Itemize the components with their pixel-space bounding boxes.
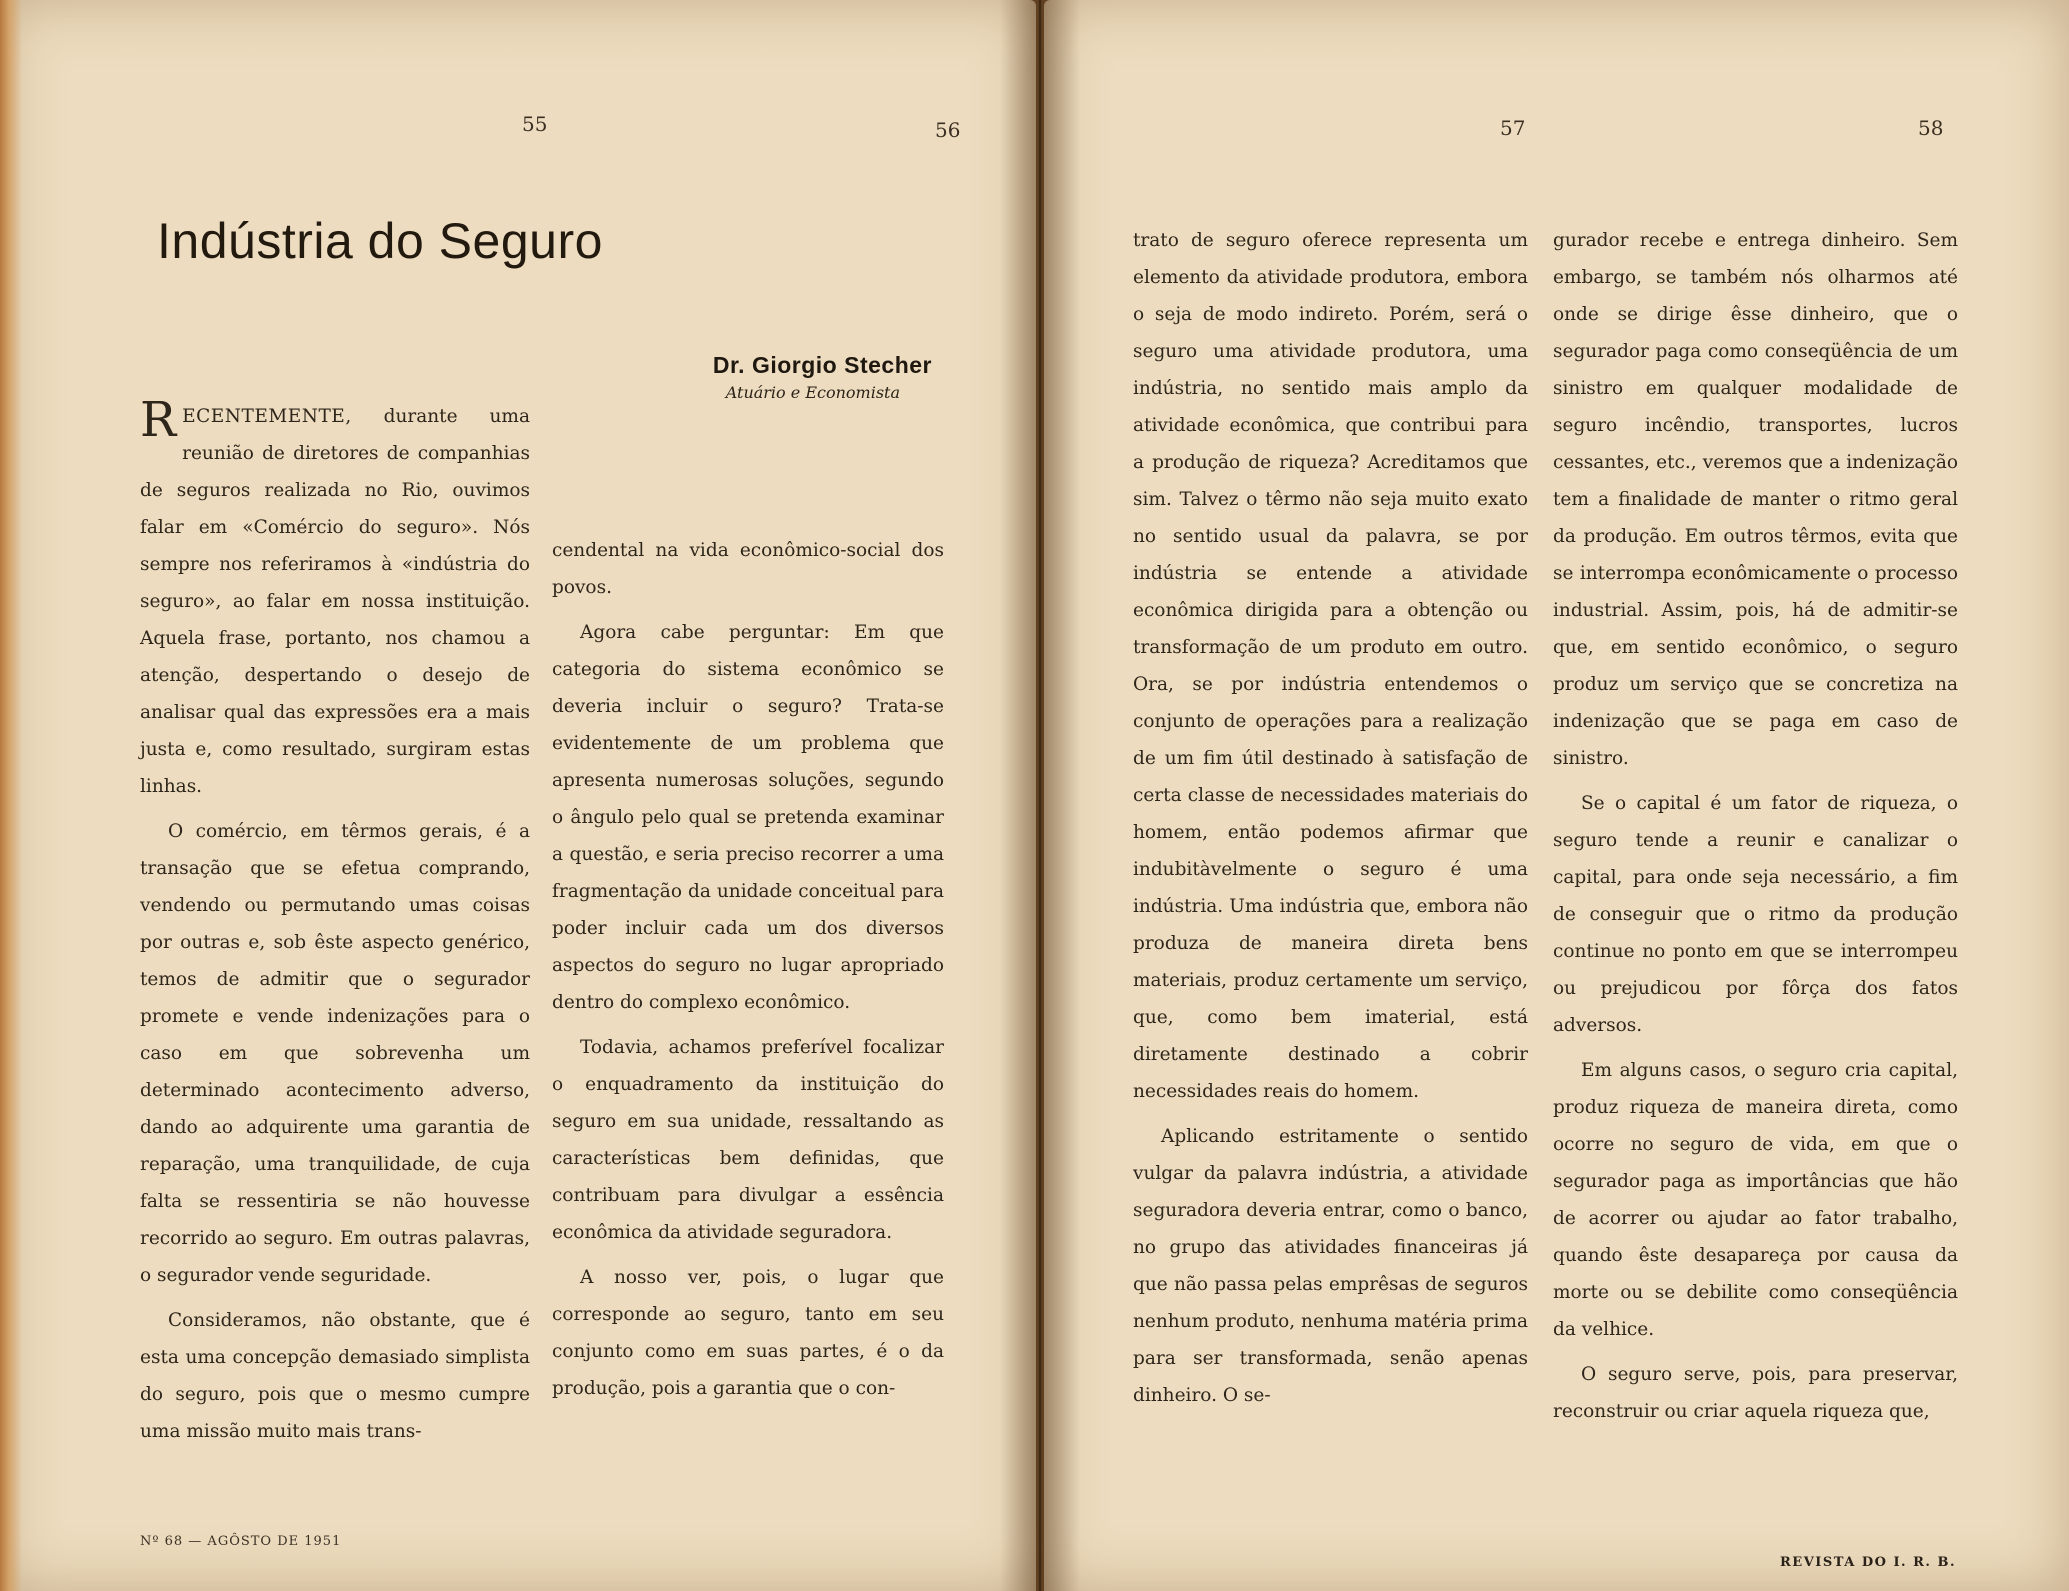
page-number-55: 55 — [522, 112, 548, 136]
lead-word: ECENTEMENTE, — [182, 406, 352, 427]
page-number-58: 58 — [1918, 116, 1944, 140]
column-1 — [140, 392, 530, 1458]
journal-footer: REVISTA DO I. R. B. — [1780, 1555, 1956, 1570]
paragraph: Consideramos, não obstante, que é esta uma concepção demasiado simplista do seguro, pois que o mesmo cumpre uma missão muito mais trans- — [140, 1310, 530, 1442]
book-spine — [1000, 0, 1080, 1591]
paragraph: O seguro serve, pois, para preservar, reconstruir ou criar aquela riqueza que, — [1553, 1364, 1958, 1422]
column-2 — [552, 532, 944, 1415]
paragraph: cendental na vida econômico-social dos povos. — [552, 540, 944, 598]
column-3 — [1133, 222, 1528, 1422]
column-4 — [1553, 222, 1958, 1438]
drop-cap: R — [140, 392, 177, 448]
paragraph — [140, 392, 530, 805]
paragraph: O comércio, em têrmos gerais, é a transação que se efetua comprando, vendendo ou permutando umas coisas por outras e, sob êste aspecto genérico, temos de admitir que o segurador promete e vende indenizações para o caso em que sobrevenha um determinado acontecimento adverso, dando ao adquirente uma garantia de reparação, uma tranquilidade, de cuja falta se ressentiria se não houvesse recorrido ao seguro. Em outras palavras, o segurador vende seguridade. — [140, 821, 530, 1286]
article-title: Indústria do Seguro — [157, 213, 603, 269]
author-block — [600, 352, 932, 402]
page-edge — [0, 0, 22, 1591]
paragraph: Aplicando estritamente o sentido vulgar da palavra indústria, a atividade seguradora deveria entrar, como o banco, no grupo das atividades financeiras já que não passa pelas emprêsas de seguros nenhum produto, nenhuma matéria prima para ser transformada, senão apenas dinheiro. O se- — [1133, 1126, 1528, 1406]
paragraph: Se o capital é um fator de riqueza, o seguro tende a reunir e canalizar o capital, para onde seja necessário, a fim de conseguir que o ritmo da produção continue no ponto em que se interrompeu ou prejudicou por fôrça dos fatos adversos. — [1553, 793, 1958, 1036]
paragraph: Em alguns casos, o seguro cria capital, produz riqueza de maneira direta, como ocorre no seguro de vida, em que o segurador paga as importâncias que hão de acorrer ou ajudar ao fator trabalho, quando êste desapareça por causa da morte ou se debilite como conseqüência da velhice. — [1553, 1060, 1958, 1340]
paragraph: Todavia, achamos preferível focalizar o enquadramento da instituição do seguro em sua unidade, ressaltando as características bem definidas, que contribuam para divulgar a essência econômica da atividade seguradora. — [552, 1037, 944, 1243]
page-number-56: 56 — [935, 118, 961, 142]
page-number-57: 57 — [1500, 116, 1526, 140]
paragraph: Agora cabe perguntar: Em que categoria do sistema econômico se deveria incluir o seguro? Trata-se evidentemente de um problema que apresenta numerosas soluções, segundo o ângulo pelo qual se pretenda examinar a questão, e seria preciso recorrer a uma fragmentação da unidade conceitual para poder incluir cada um dos diversos aspectos do seguro no lugar apropriado dentro do complexo econômico. — [552, 622, 944, 1013]
issue-footer: Nº 68 — AGÔSTO DE 1951 — [140, 1534, 342, 1549]
author-name: Dr. Giorgio Stecher — [712, 352, 932, 378]
author-role: Atuário e Economista — [725, 383, 900, 402]
paragraph: gurador recebe e entrega dinheiro. Sem embargo, se também nós olharmos até onde se dirige êsse dinheiro, que o segurador paga como conseqüência de um sinistro em qualquer modalidade de seguro incêndio, transportes, lucros cessantes, etc., veremos que a indenização tem a finalidade de manter o ritmo geral da produção. Em outros têrmos, evita que se interrompa econômicamente o processo industrial. Assim, pois, há de admitir-se que, em sentido econômico, o seguro produz um serviço que se concretiza na indenização que se paga em caso de sinistro. — [1553, 230, 1958, 769]
paragraph: trato de seguro oferece representa um elemento da atividade produtora, embora o seja de modo indireto. Porém, será o seguro uma atividade produtora, uma indústria, no sentido mais amplo da atividade econômica, que contribui para a produção de riqueza? Acreditamos que sim. Talvez o têrmo não seja muito exato no sentido usual da palavra, se por indústria se entende a atividade econômica dirigida para a obtenção ou transformação de um produto em outro. Ora, se por indústria entendemos o conjunto de operações para a realização de um fim útil destinado à satisfação de certa classe de necessidades materiais do homem, então podemos afirmar que indubitàvelmente o seguro é uma indústria. Uma indústria que, embora não produza de maneira direta bens materiais, produz certamente um serviço, que, como bem imaterial, está diretamente destinado a cobrir necessidades reais do homem. — [1133, 230, 1528, 1102]
paragraph: A nosso ver, pois, o lugar que corresponde ao seguro, tanto em seu conjunto como em suas partes, é o da produção, pois a garantia que o con- — [552, 1267, 944, 1399]
paragraph-text: durante uma reunião de diretores de companhias de seguros realizada no Rio, ouvimos falar em «Comércio do seguro». Nós sempre nos referiramos à «indústria do seguro», ao falar em nossa instituição. Aquela frase, portanto, nos chamou a atenção, despertando o desejo de analisar qual das expressões era a mais justa e, como resultado, surgiram estas linhas. — [140, 406, 530, 797]
